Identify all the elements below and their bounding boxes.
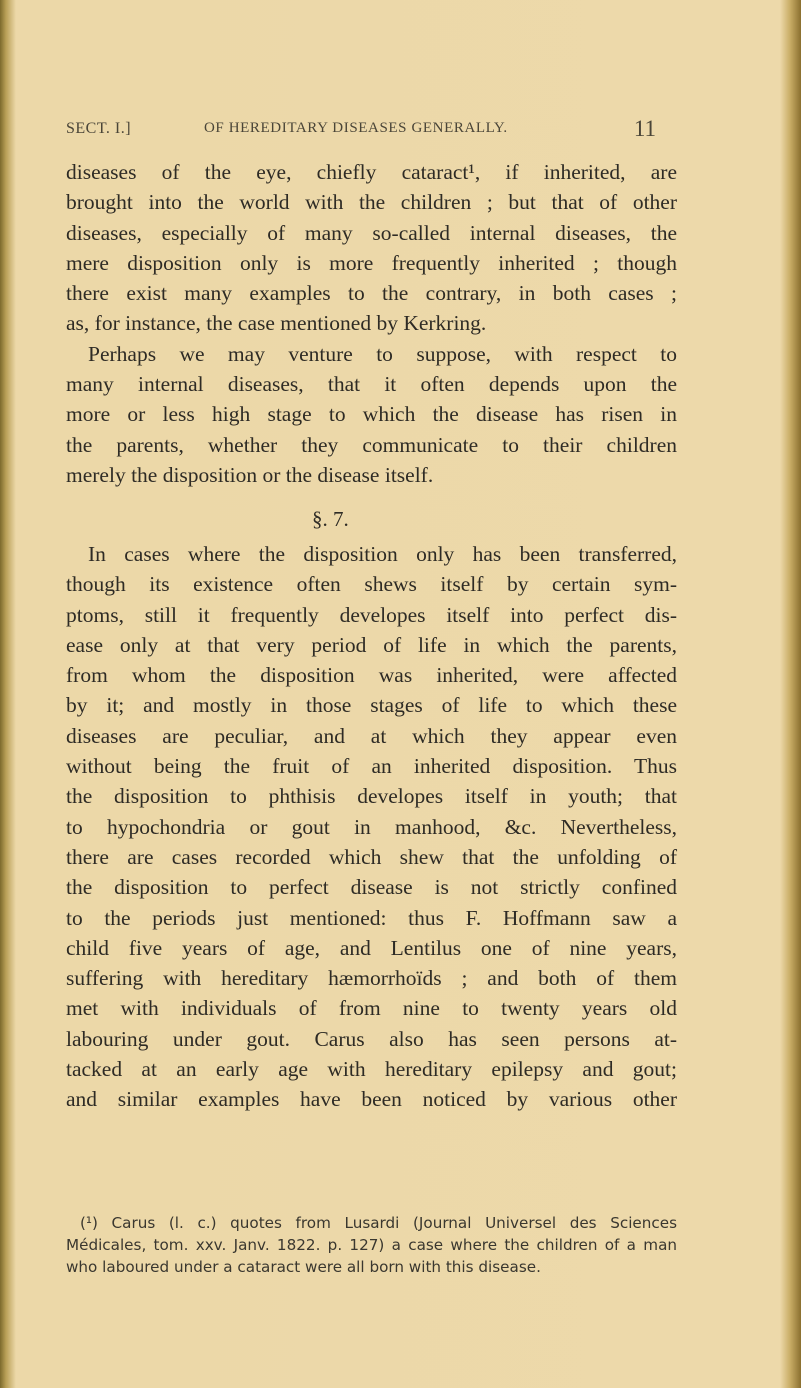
text-line: to the periods just mentioned: thus F. Hoffmann saw a <box>66 905 677 930</box>
running-header <box>66 116 656 150</box>
text-line: diseases are peculiar, and at which they appear even <box>66 723 677 748</box>
text-line: merely the disposition or the disease itself. <box>66 462 434 487</box>
text-line: from whom the disposition was inherited, were affected <box>66 663 677 688</box>
footnote-line: who laboured under a cataract were all born with this disease. <box>66 1258 541 1276</box>
text-line: diseases, especially of many so-called internal diseases, the <box>66 220 677 245</box>
text-line: ease only at that very period of life in which the parents, <box>66 632 677 657</box>
text-line: met with individuals of from nine to twenty years old <box>66 996 677 1021</box>
page-number: 11 <box>633 116 656 141</box>
text-line: mere disposition only is more frequently inherited ; though <box>66 250 677 275</box>
text-line: the disposition to phthisis developes itself in youth; that <box>66 784 677 809</box>
text-line: suffering with hereditary hæmorrhoïds ; and both of them <box>66 966 677 991</box>
text-line: In cases where the disposition only has been transferred, <box>88 542 677 566</box>
paragraph-section-7 <box>66 539 677 1115</box>
text-line: without being the fruit of an inherited disposition. Thus <box>66 754 677 779</box>
text-line: the disposition to perfect disease is not strictly confined <box>66 875 677 900</box>
text-line: brought into the world with the children ; but that of other <box>66 190 677 215</box>
text-line: diseases of the eye, chiefly cataract¹, if inherited, are <box>66 160 677 184</box>
paragraph-continued <box>66 157 677 490</box>
text-line: ptoms, still it frequently developes itself into perfect dis- <box>66 602 677 627</box>
footnote <box>66 1212 677 1278</box>
text-line: Perhaps we may venture to suppose, with respect to <box>88 341 677 366</box>
text-line: to hypochondria or gout in manhood, &c. Nevertheless, <box>66 814 677 839</box>
text-line: there are cases recorded which shew that the unfolding of <box>66 844 677 869</box>
section-heading: §. 7. <box>312 507 349 531</box>
text-line: there exist many examples to the contrary, in both cases ; <box>66 281 677 306</box>
text-line: labouring under gout. Carus also has seen persons at- <box>66 1026 677 1051</box>
footnote-line: Médicales, tom. xxv. Janv. 1822. p. 127) a case where the children of a man <box>66 1236 677 1254</box>
text-line: more or less high stage to which the disease has risen in <box>66 402 677 427</box>
text-line: as, for instance, the case mentioned by Kerkring. <box>66 311 487 336</box>
text-line: and similar examples have been noticed by various other <box>66 1087 677 1112</box>
text-line: though its existence often shews itself by certain sym- <box>66 572 677 597</box>
text-line: the parents, whether they communicate to their children <box>66 432 677 457</box>
footnote-line: (¹) Carus (l. c.) quotes from Lusardi (Journal Universel des Sciences <box>80 1214 677 1232</box>
text-line: many internal diseases, that it often depends upon the <box>66 372 677 397</box>
header-title: OF HEREDITARY DISEASES GENERALLY. <box>204 120 508 136</box>
header-section: SECT. I.] <box>66 120 132 137</box>
text-line: by it; and mostly in those stages of life to which these <box>66 693 677 718</box>
text-line: child five years of age, and Lentilus one of nine years, <box>66 935 677 960</box>
text-line: tacked at an early age with hereditary epilepsy and gout; <box>66 1057 677 1082</box>
